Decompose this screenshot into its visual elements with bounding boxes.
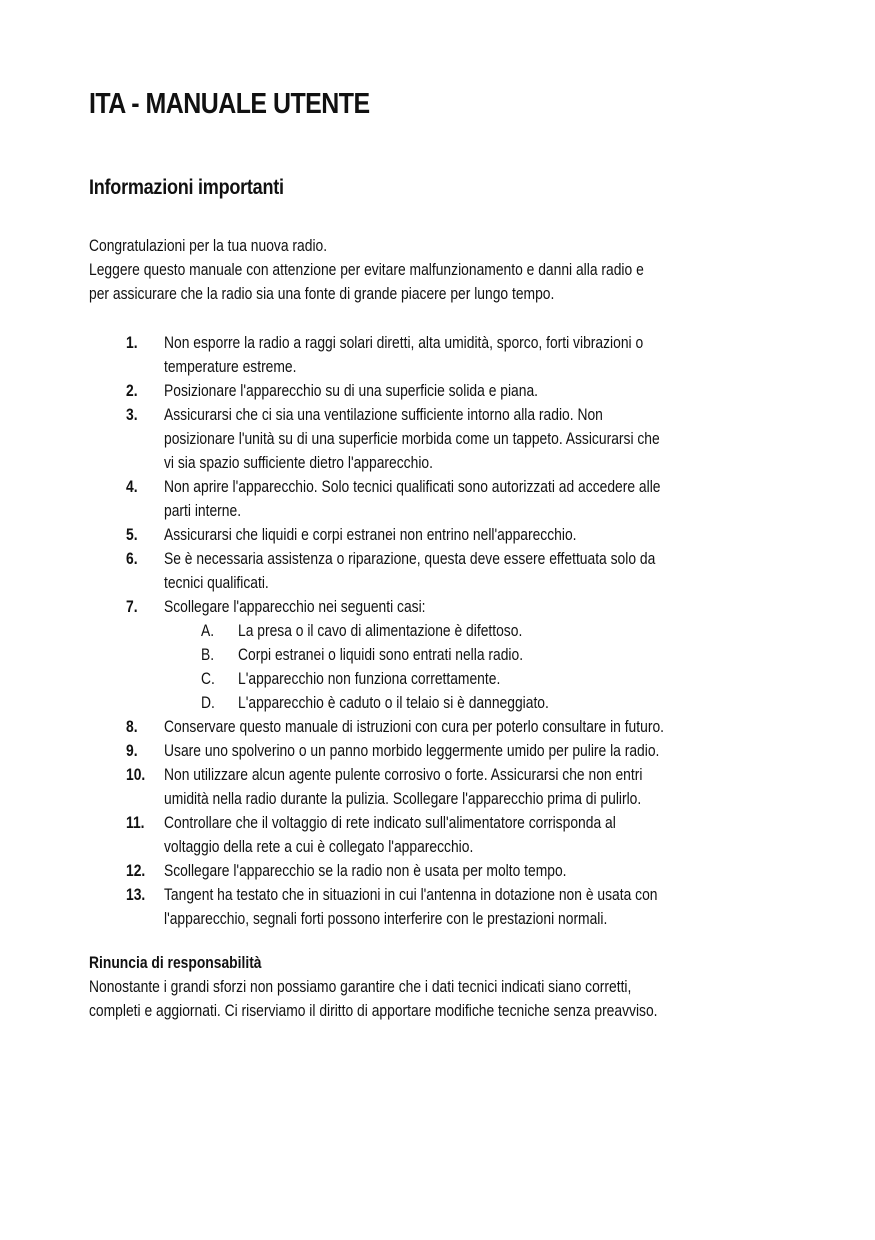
- sub-item-text: L'apparecchio è caduto o il telaio si è danneggiato.: [238, 694, 549, 712]
- item-number: 7.: [126, 598, 138, 616]
- sub-item-letter: A.: [201, 622, 215, 640]
- disclaimer-section: [89, 951, 766, 1023]
- disclaimer-line: Nonostante i grandi sforzi non possiamo garantire che i dati tecnici indicati siano corretti,: [89, 978, 632, 996]
- item-text: Tangent ha testato che in situazioni in cui l'antenna in dotazione non è usata con: [164, 886, 658, 904]
- item-number: 5.: [126, 526, 138, 544]
- item-text: temperature estreme.: [164, 358, 297, 376]
- item-text: Scollegare l'apparecchio se la radio non è usata per molto tempo.: [164, 862, 567, 880]
- item-number: 12.: [126, 862, 146, 880]
- item-text: l'apparecchio, segnali forti possono interferire con le prestazioni normali.: [164, 910, 608, 928]
- item-text: Posizionare l'apparecchio su di una superficie solida e piana.: [164, 382, 539, 400]
- item-text: Non esporre la radio a raggi solari diretti, alta umidità, sporco, forti vibrazioni o: [164, 334, 644, 352]
- item-number: 13.: [126, 886, 146, 904]
- item-number: 8.: [126, 718, 138, 736]
- item-text: Usare uno spolverino o un panno morbido leggermente umido per pulire la radio.: [164, 742, 660, 760]
- list-item-8: [126, 715, 846, 739]
- item-number: 2.: [126, 382, 138, 400]
- section-heading: Informazioni importanti: [89, 176, 284, 199]
- list-item-10: [126, 763, 846, 811]
- intro-line: per assicurare che la radio sia una fonte di grande piacere per lungo tempo.: [89, 285, 555, 303]
- disclaimer-heading: Rinuncia di responsabilità: [89, 954, 262, 972]
- sub-item-text: Corpi estranei o liquidi sono entrati nella radio.: [238, 646, 524, 664]
- item-number: 9.: [126, 742, 138, 760]
- list-item-6: [126, 547, 846, 595]
- page-title: ITA - MANUALE UTENTE: [89, 88, 370, 120]
- list-item-1: [126, 331, 846, 379]
- list-item-13: [126, 883, 846, 931]
- disclaimer-line: completi e aggiornati. Ci riserviamo il diritto di apportare modifiche tecniche senza preavviso.: [89, 1002, 658, 1020]
- item-number: 10.: [126, 766, 146, 784]
- item-text: Controllare che il voltaggio di rete indicato sull'alimentatore corrisponda al: [164, 814, 616, 832]
- list-item-11: [126, 811, 846, 859]
- sub-item-b: [201, 643, 846, 667]
- item-text: vi sia spazio sufficiente dietro l'apparecchio.: [164, 454, 433, 472]
- sub-item-letter: B.: [201, 646, 215, 664]
- item-text: Non aprire l'apparecchio. Solo tecnici qualificati sono autorizzati ad accedere alle: [164, 478, 661, 496]
- item-text: umidità nella radio durante la pulizia. Scollegare l'apparecchio prima di pulirlo.: [164, 790, 642, 808]
- item-text: Assicurarsi che liquidi e corpi estranei non entrino nell'apparecchio.: [164, 526, 577, 544]
- list-item-7: [126, 595, 846, 619]
- sub-item-c: [201, 667, 846, 691]
- sub-item-a: [201, 619, 846, 643]
- intro-line: Leggere questo manuale con attenzione per evitare malfunzionamento e danni alla radio e: [89, 261, 644, 279]
- list-item-12: [126, 859, 846, 883]
- item-text: Conservare questo manuale di istruzioni con cura per poterlo consultare in futuro.: [164, 718, 665, 736]
- sub-item-d: [201, 691, 846, 715]
- list-item-2: [126, 379, 846, 403]
- item-text: Non utilizzare alcun agente pulente corrosivo o forte. Assicurarsi che non entri: [164, 766, 643, 784]
- safety-instructions-list: [126, 331, 846, 931]
- item-number: 3.: [126, 406, 138, 424]
- item-text: posizionare l'unità su di una superficie morbida come un tappeto. Assicurarsi che: [164, 430, 660, 448]
- list-item-4: [126, 475, 846, 523]
- item-number: 1.: [126, 334, 138, 352]
- list-item-3: [126, 403, 846, 475]
- list-item-9: [126, 739, 846, 763]
- item-number: 11.: [126, 814, 145, 832]
- intro-line: Congratulazioni per la tua nuova radio.: [89, 237, 328, 255]
- item-text: Scollegare l'apparecchio nei seguenti casi:: [164, 598, 426, 616]
- item-number: 4.: [126, 478, 138, 496]
- item-text: Se è necessaria assistenza o riparazione, questa deve essere effettuata solo da: [164, 550, 656, 568]
- item-text: parti interne.: [164, 502, 242, 520]
- item-text: voltaggio della rete a cui è collegato l'apparecchio.: [164, 838, 474, 856]
- item-number: 6.: [126, 550, 138, 568]
- intro-paragraph: [89, 234, 749, 306]
- sub-item-text: La presa o il cavo di alimentazione è difettoso.: [238, 622, 523, 640]
- item-text: tecnici qualificati.: [164, 574, 269, 592]
- sub-item-letter: C.: [201, 670, 215, 688]
- sub-item-text: L'apparecchio non funziona correttamente.: [238, 670, 501, 688]
- item-text: Assicurarsi che ci sia una ventilazione sufficiente intorno alla radio. Non: [164, 406, 603, 424]
- list-item-5: [126, 523, 846, 547]
- sub-item-letter: D.: [201, 694, 215, 712]
